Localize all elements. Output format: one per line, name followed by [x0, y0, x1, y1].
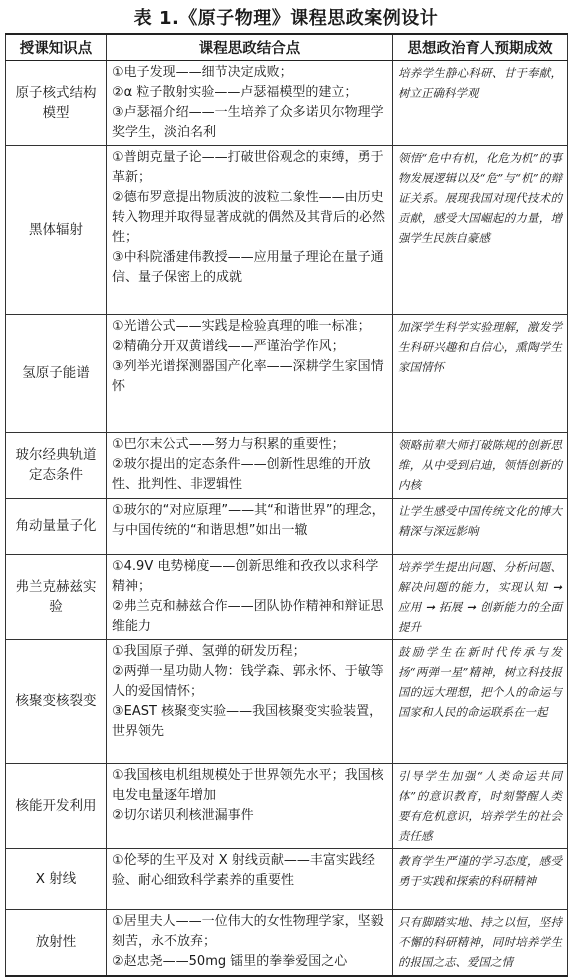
- table-body: [6, 60, 568, 976]
- point-item: ①光谱公式——实践是检验真理的唯一标准；: [112, 318, 371, 334]
- table-row: [6, 639, 568, 763]
- goals-cell: 鼓励学生在新时代传承与发扬“两弹一星”精神，树立科技报国的远大理想，把个人的命运与国家和人民的命运联系在一起: [393, 639, 568, 763]
- goals-cell: 领略前辈大师打破陈规的创新思维，从中受到启迪，领悟创新的内核: [393, 432, 568, 498]
- point-item: ②玻尔提出的定态条件——创新性思维的开放性、批判性、非逻辑性: [112, 456, 371, 492]
- table-title: 表 1.《原子物理》课程思政案例设计: [133, 8, 439, 29]
- point-item: ①伦琴的生平及对 X 射线贡献——丰富实践经验、耐心细致科学素养的重要性: [112, 852, 375, 888]
- topic-cell: 放射性: [6, 909, 107, 976]
- point-item: ②切尔诺贝利核泄漏事件: [112, 807, 254, 823]
- goals-cell: 培养学生提出问题、分析问题、解决问题的能力，实现认知 ➞ 应用 ➞ 拓展 ➞ 创新能力的全面提升: [393, 554, 568, 639]
- table-row: [6, 432, 568, 498]
- header-row: [6, 34, 568, 60]
- goals-cell: 教育学生严谨的学习态度，感受勇于实践和探索的科研精神: [393, 848, 568, 909]
- points-cell: [107, 314, 393, 432]
- table-row: [6, 763, 568, 848]
- points-cell: [107, 763, 393, 848]
- goals-cell: 只有脚踏实地、持之以恒，坚持不懈的科研精神，同时培养学生的报国之志、爱国之情: [393, 909, 568, 976]
- topic-cell: 核能开发利用: [6, 763, 107, 848]
- point-item: ③中科院潘建伟教授——应用量子理论在量子通信、量子保密上的成就: [112, 249, 384, 285]
- point-item: ②赵忠尧——50mg 镭里的拳拳爱国之心: [112, 953, 348, 969]
- point-item: ①居里夫人——一位伟大的女性物理学家，坚毅刻苦，永不放弃；: [112, 913, 384, 949]
- topic-cell: 玻尔经典轨道定态条件: [6, 432, 107, 498]
- goals-cell: 培养学生静心科研、甘于奉献，树立正确科学观: [393, 60, 568, 145]
- topic-cell: 核聚变核裂变: [6, 639, 107, 763]
- points-cell: [107, 909, 393, 976]
- point-item: ①玻尔的“对应原理”——其“和谐世界”的理念，与中国传统的“和谐思想”如出一辙: [112, 502, 385, 538]
- points-cell: [107, 498, 393, 554]
- goals-cell: 加深学生科学实验理解，激发学生科研兴趣和自信心，熏陶学生家国情怀: [393, 314, 568, 432]
- header-points: 课程思政结合点: [107, 34, 393, 60]
- topic-cell: 原子核式结构模型: [6, 60, 107, 145]
- goals-cell: 领悟“危中有机，化危为机”的事物发展逻辑以及“危”与“机”的辩证关系。展现我国对现代技术的贡献，感受大国崛起的力量，增强学生民族自豪感: [393, 145, 568, 314]
- point-item: ②两弹一星功勋人物：钱学森、郭永怀、于敏等人的爱国情怀；: [112, 663, 384, 699]
- point-item: ①普朗克量子论——打破世俗观念的束缚，勇于革新；: [112, 149, 384, 185]
- points-cell: [107, 639, 393, 763]
- topic-cell: X 射线: [6, 848, 107, 909]
- case-design-table: [5, 33, 568, 977]
- table-row: [6, 554, 568, 639]
- points-cell: [107, 554, 393, 639]
- point-item: ①4.9V 电势梯度——创新思维和孜孜以求科学精神；: [112, 558, 379, 594]
- topic-cell: 角动量量子化: [6, 498, 107, 554]
- table-row: [6, 314, 568, 432]
- point-item: ③卢瑟福介绍——一生培养了众多诺贝尔物理学奖学生，淡泊名利: [112, 104, 384, 140]
- points-cell: [107, 848, 393, 909]
- goals-cell: 让学生感受中国传统文化的博大精深与深远影响: [393, 498, 568, 554]
- point-item: ①我国核电机组规模处于世界领先水平；我国核电发电量逐年增加: [112, 767, 384, 803]
- point-item: ②弗兰克和赫兹合作——团队协作精神和辩证思维能力: [112, 598, 384, 634]
- goals-cell: 引导学生加强“人类命运共同体”的意识教育，时刻警醒人类要有危机意识，培养学生的社会责任感: [393, 763, 568, 848]
- point-item: ③EAST 核聚变实验——我国核聚变实验装置，世界领先: [112, 703, 383, 739]
- points-cell: [107, 60, 393, 145]
- topic-cell: 弗兰克赫兹实验: [6, 554, 107, 639]
- point-item: ③列举光谱探测器国产化率——深耕学生家国情怀: [112, 358, 384, 394]
- table-row: [6, 848, 568, 909]
- topic-cell: 氢原子能谱: [6, 314, 107, 432]
- header-topic: 授课知识点: [6, 34, 107, 60]
- point-item: ②α 粒子散射实验——卢瑟福模型的建立；: [112, 84, 358, 100]
- point-item: ①电子发现——细节决定成败；: [112, 64, 293, 80]
- point-item: ①巴尔末公式——努力与积累的重要性；: [112, 436, 345, 452]
- table-row: [6, 498, 568, 554]
- table-row: [6, 60, 568, 145]
- table-row: [6, 909, 568, 976]
- point-item: ②德布罗意提出物质波的波粒二象性——由历史转入物理并取得显著成就的偶然及其背后的必然性；: [112, 189, 386, 245]
- topic-cell: 黑体辐射: [6, 145, 107, 314]
- table-row: [6, 145, 568, 314]
- point-item: ②精确分开双黄谱线——严谨治学作风；: [112, 338, 345, 354]
- points-cell: [107, 145, 393, 314]
- header-goals: 思想政治育人预期成效: [393, 34, 568, 60]
- point-item: ①我国原子弹、氢弹的研发历程；: [112, 643, 306, 659]
- points-cell: [107, 432, 393, 498]
